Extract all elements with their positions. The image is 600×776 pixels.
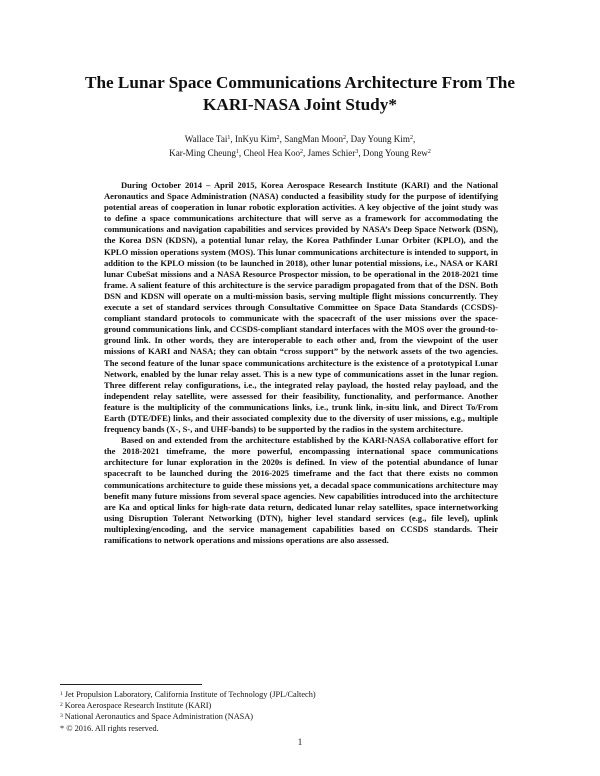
affiliation-mark: 1 [235, 148, 239, 155]
footnote-item: $^1$ Jet Propulsion Laboratory, California Institute of Technology (JPL/Caltech) [60, 690, 316, 699]
author-name: Wallace Tai [184, 134, 228, 144]
abstract [104, 180, 498, 546]
affiliation-mark: 2 [409, 135, 413, 141]
affiliation-mark: 2 [276, 135, 280, 141]
author-line-1: Wallace Tai$^1$, InKyu Kim$^2$, SangMan Moon$^2$, Day Young Kim$^2$, [184, 134, 416, 144]
footnotes [60, 689, 540, 734]
footnote-item: * © 2016. All rights reserved. [60, 723, 159, 733]
author-list [90, 133, 510, 160]
author-name: SangMan Moon [284, 134, 344, 144]
affiliation-mark: 1 [227, 135, 231, 141]
footnote-item: $^2$ Korea Aerospace Research Institute (KARI) [60, 701, 212, 711]
abstract-paragraph-2: Based on and extended from the architecture established by the KARI-NASA collaborative effort for the 2018-2021 timeframe, the more powerful, encompassing international space communications architecture for lunar exploration in the 2020s is defined. In view of the potential abundance of lunar spacecraft to be launched during the 2016-2025 timeframe and the fact that there exists no common communications architecture to guide these missions yet, a decadal space communications architecture may benefit many future missions from several space agencies. New capabilities introduced into the architecture are Ka and optical links for high-rate data return, dedicated lunar relay satellites, space internetworking using Disruption Tolerant Networking (DTN), higher level standard services (e.g., file level), uplink multiplexing/encoding, and the service management capabilities based on CCSDS standards. Their ramifications to network operations and missions operations are also assessed. [104, 435, 498, 545]
author-name: Cheol Hea Koo [243, 147, 301, 158]
author-name: Day Young Kim [350, 134, 410, 144]
affiliation-mark: 3 [355, 148, 359, 155]
author-name: InKyu Kim [234, 134, 277, 144]
affiliation-mark: 2 [343, 135, 347, 141]
paper-title: The Lunar Space Communications Architecture From The KARI-NASA Joint Study* [84, 73, 515, 114]
footnote-mark: 1 [60, 690, 63, 697]
affiliation-mark: 2 [300, 148, 304, 155]
footnote-item: $^3$ National Aeronautics and Space Administration (NASA) [60, 712, 254, 722]
affiliation-mark: 2 [427, 148, 431, 155]
author-name: Dong Young Rew [362, 147, 428, 158]
author-name: James Schier [307, 147, 356, 158]
page-number: 1 [297, 737, 303, 747]
footnote-mark: 2 [60, 701, 63, 708]
footnote-divider [60, 684, 202, 685]
footnote-mark: 3 [60, 712, 63, 719]
author-name: Kar-Ming Cheung [169, 147, 236, 158]
footnote-mark: * [60, 723, 65, 733]
abstract-paragraph-1: During October 2014 – April 2015, Korea Aerospace Research Institute (KARI) and the National Aeronautics and Space Administration (NASA) conducted a feasibility study for the purpose of identifying potential areas of cooperation in lunar robotic exploration activities. A key objective of the joint study was to define a space communications architecture that will serve as a framework for accommodating the communications and navigation capabilities and services provided by NASA’s Deep Space Network (DSN), the Korea DSN (KDSN), a potential lunar relay, the Korea Pathfinder Lunar Orbiter (KPLO), and the KPLO mission operations system (MOS). This lunar communications architecture is intended to support, in addition to the KPLO mission (to be launched in 2018), other lunar potential missions, i.e., NASA or KARI lunar CubeSat missions and a NASA Resource Prospector mission, to be operational in the 2018-2021 time frame. A salient feature of this architecture is the service paradigm propagated from that of the DSN. Both DSN and KDSN will operate on a multi-mission basis, serving multiple flight missions concurrently. They execute a set of standard services through Consultative Committee on Space Data Standards (CCSDS)-compliant standard protocols to communicate with the spacecraft of the user missions over the space-ground communications link, and CCSDS-compliant standard interfaces with the MOS over the ground-to-ground link. In other words, they are interoperable to each other and, from the viewpoint of the user missions of KARI and NASA; they can obtain “cross support” by the network assets of the two agencies. The second feature of the lunar space communications architecture is the existence of a prototypical Lunar Network, enabled by the lunar relay asset. This is a new type of communications asset in the lunar region. Three different relay configurations, i.e., the integrated relay payload, the hosted relay payload, and the independent relay satellite, were assessed for their feasibility, functionality, and performance. Another feature is the multiplicity of the communications links, i.e., trunk link, in-situ link, and Direct To/From Earth (DTE/DFE) links, and their associated complexity due to the diversity of user missions, e.g., multiple frequency bands (X-, S-, and UHF-bands) to be supported by the radios in the system architecture. [104, 180, 498, 435]
author-line-2: Kar-Ming Cheung$^1$, Cheol Hea Koo$^2$, James Schier$^3$, Dong Young Rew$^2$ [169, 147, 431, 158]
